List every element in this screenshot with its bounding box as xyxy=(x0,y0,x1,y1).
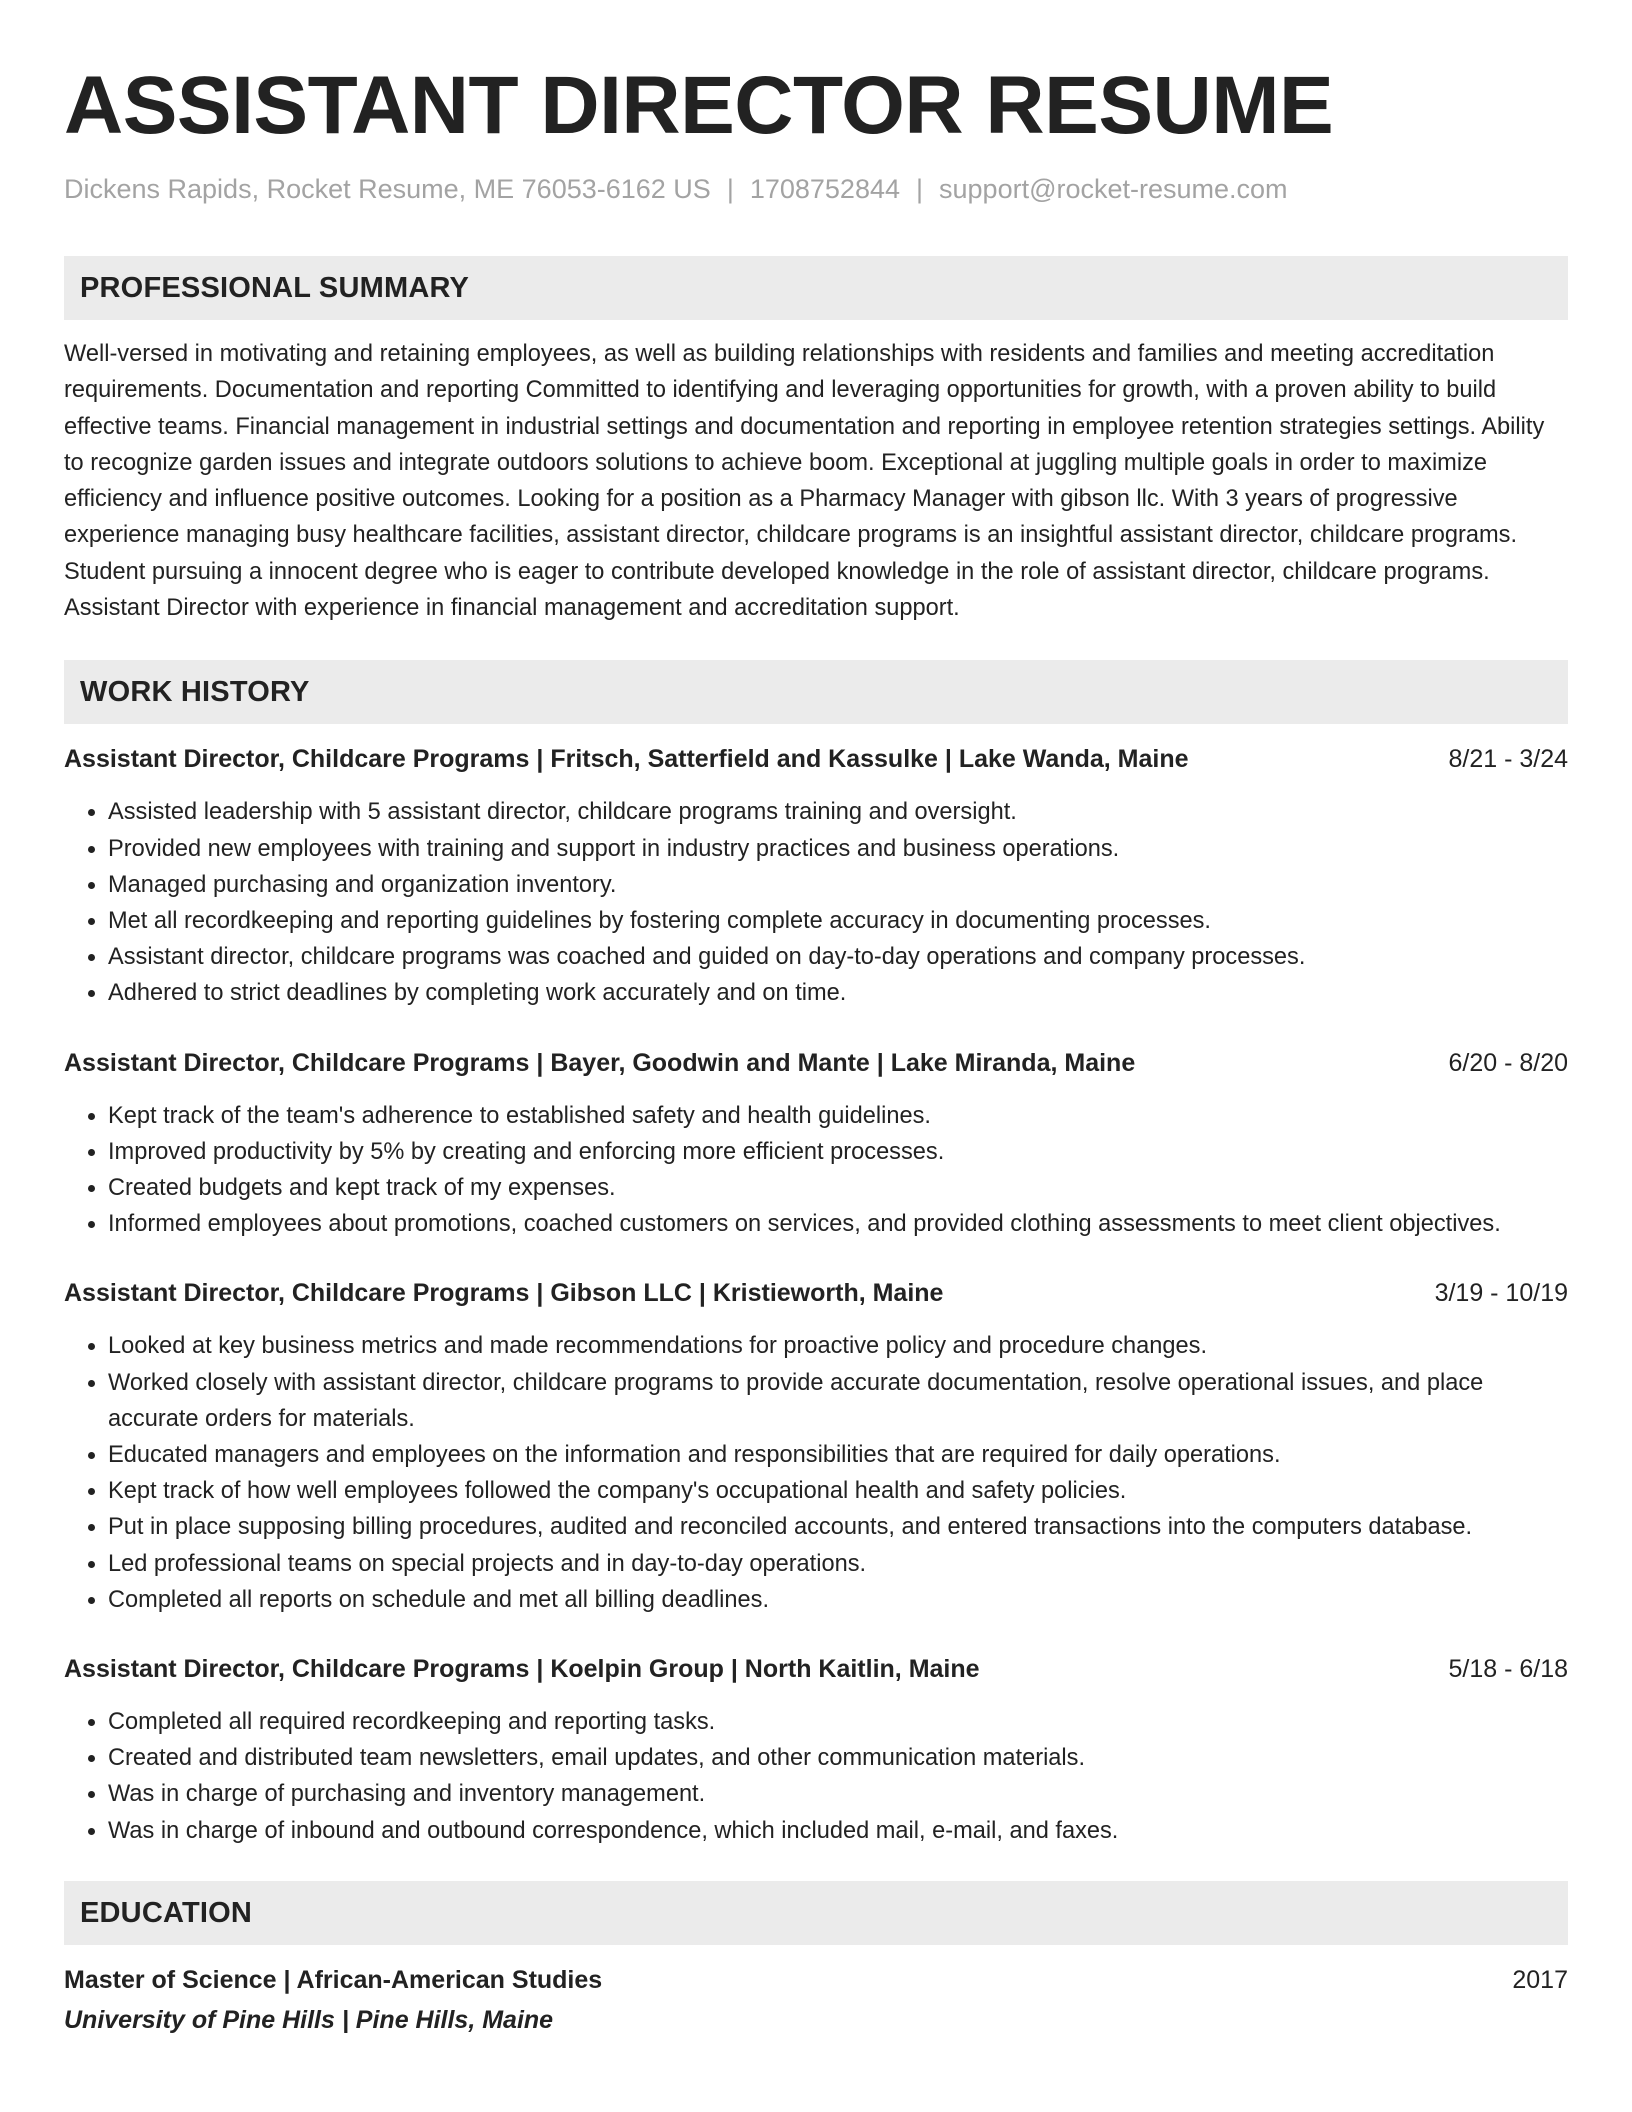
job-bullet: • Led professional teams on special projects and in day-to-day operations. xyxy=(108,1546,1568,1582)
job-bullet: • Informed employees about promotions, coached customers on services, and provided clothing assessments to meet client objectives. xyxy=(108,1206,1568,1242)
job-bullet: • Was in charge of purchasing and inventory management. xyxy=(108,1776,1568,1812)
job-dates: 5/18 - 6/18 xyxy=(1448,1655,1568,1684)
contact-separator: | xyxy=(726,174,734,204)
job-bullet: • Met all recordkeeping and reporting guidelines by fostering complete accuracy in documenting processes. xyxy=(108,903,1568,939)
education-entry xyxy=(64,1963,1568,1997)
section-header-education: EDUCATION xyxy=(64,1881,1568,1945)
job-title: Assistant Director, Childcare Programs | Fritsch, Satterfield and Kassulke | Lake Wanda, Maine xyxy=(64,745,1189,774)
job-bullet: • Put in place supposing billing procedures, audited and reconciled accounts, and entered transactions into the computers database. xyxy=(108,1509,1568,1545)
education-degree: Master of Science | African-American Studies xyxy=(64,1965,603,1994)
job-bullet: • Completed all reports on schedule and met all billing deadlines. xyxy=(108,1582,1568,1618)
job-bullet: • Kept track of how well employees followed the company's occupational health and safety policies. xyxy=(108,1473,1568,1509)
job-bullet: • Improved productivity by 5% by creating and enforcing more efficient processes. xyxy=(108,1134,1568,1170)
job-bullet: • Educated managers and employees on the information and responsibilities that are required for daily operations. xyxy=(108,1437,1568,1473)
job-header xyxy=(64,742,1568,776)
job-bullets xyxy=(64,1704,1568,1849)
job-header xyxy=(64,1046,1568,1080)
contact-email: support@rocket-resume.com xyxy=(939,174,1288,204)
job-entry xyxy=(64,742,1568,1011)
job-dates: 6/20 - 8/20 xyxy=(1448,1048,1568,1077)
job-bullet: • Assisted leadership with 5 assistant director, childcare programs training and oversight. xyxy=(108,794,1568,830)
job-title: Assistant Director, Childcare Programs | Koelpin Group | North Kaitlin, Maine xyxy=(64,1655,980,1684)
job-bullet: • Looked at key business metrics and made recommendations for proactive policy and procedure changes. xyxy=(108,1328,1568,1364)
job-title: Assistant Director, Childcare Programs | Bayer, Goodwin and Mante | Lake Miranda, Maine xyxy=(64,1048,1136,1077)
job-bullet: • Created budgets and kept track of my expenses. xyxy=(108,1170,1568,1206)
job-bullet: • Created and distributed team newsletters, email updates, and other communication materials. xyxy=(108,1740,1568,1776)
resume-title: ASSISTANT DIRECTOR RESUME xyxy=(64,60,1334,151)
contact-separator: | xyxy=(916,174,924,204)
education-year: 2017 xyxy=(1512,1965,1568,1994)
job-title: Assistant Director, Childcare Programs | Gibson LLC | Kristieworth, Maine xyxy=(64,1279,944,1308)
job-bullet: • Was in charge of inbound and outbound correspondence, which included mail, e-mail, and faxes. xyxy=(108,1813,1568,1849)
education-school: University of Pine Hills | Pine Hills, Maine xyxy=(64,2005,554,2034)
job-bullet: • Kept track of the team's adherence to established safety and health guidelines. xyxy=(108,1098,1568,1134)
job-bullets xyxy=(64,1328,1568,1618)
job-bullet: • Worked closely with assistant director, childcare programs to provide accurate documentation, resolve operational issues, and place accurate orders for materials. xyxy=(108,1365,1568,1437)
contact-address: Dickens Rapids, Rocket Resume, ME 76053-6162 US xyxy=(64,174,711,204)
job-entry xyxy=(64,1652,1568,1849)
contact-line xyxy=(64,172,1568,206)
work-history-list xyxy=(64,742,1568,1848)
job-bullets xyxy=(64,1098,1568,1243)
section-header-work-history: WORK HISTORY xyxy=(64,660,1568,724)
section-header-summary: PROFESSIONAL SUMMARY xyxy=(64,256,1568,320)
job-entry xyxy=(64,1276,1568,1618)
job-dates: 8/21 - 3/24 xyxy=(1448,745,1568,774)
summary-text: Well-versed in motivating and retaining employees, as well as building relationships with residents and families and meeting accreditation requirements. Documentation and reporting Committed to identifying and leveraging opportunities for growth, with a proven ability to build effective teams. Financial management in industrial settings and documentation and reporting in employee retention strategies settings. Ability to recognize garden issues and integrate outdoors solutions to achieve boom. Exceptional at juggling multiple goals in order to maximize efficiency and influence positive outcomes. Looking for a position as a Pharmacy Manager with gibson llc. With 3 years of progressive experience managing busy healthcare facilities, assistant director, childcare programs is an insightful assistant director, childcare programs. Student pursuing a innocent degree who is eager to contribute developed knowledge in the role of assistant director, childcare programs. Assistant Director with experience in financial management and accreditation support. xyxy=(64,341,1545,622)
job-header xyxy=(64,1652,1568,1686)
job-bullet: • Managed purchasing and organization inventory. xyxy=(108,867,1568,903)
job-bullets xyxy=(64,794,1568,1011)
job-bullet: • Adhered to strict deadlines by completing work accurately and on time. xyxy=(108,975,1568,1011)
job-bullet: • Assistant director, childcare programs was coached and guided on day-to-day operations and company processes. xyxy=(108,939,1568,975)
job-bullet: • Provided new employees with training and support in industry practices and business operations. xyxy=(108,831,1568,867)
job-dates: 3/19 - 10/19 xyxy=(1434,1279,1568,1308)
job-header xyxy=(64,1276,1568,1310)
contact-phone: 1708752844 xyxy=(749,174,900,204)
job-bullet: • Completed all required recordkeeping and reporting tasks. xyxy=(108,1704,1568,1740)
job-entry xyxy=(64,1046,1568,1243)
